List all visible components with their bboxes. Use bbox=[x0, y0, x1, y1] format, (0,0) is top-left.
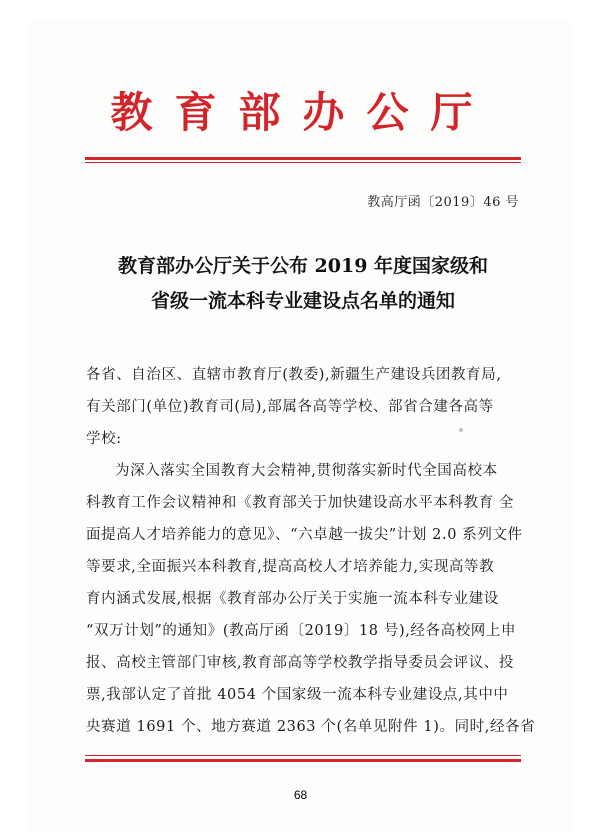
paragraph-line: 为深入落实全国教育大会精神,贯彻落实新时代全国高校本 bbox=[115, 463, 498, 479]
paragraph-line: “双万计划”的通知》(教高厅函〔2019〕18 号),经各高校网上申 bbox=[86, 623, 517, 639]
paragraph-line: 育内涵式发展,根据《教育部办公厅关于实施一流本科专业建设 bbox=[86, 591, 499, 607]
addressee-line: 学校: bbox=[86, 431, 122, 447]
page-number: 68 bbox=[293, 788, 308, 802]
addressee-block bbox=[86, 359, 524, 455]
paragraph-line: 面提高人才培养能力的意见》、“六卓越一拔尖”计划 2.0 系列文件 bbox=[86, 527, 523, 543]
footer-red-rule-thick bbox=[85, 759, 521, 762]
document-number: 教高厅函〔2019〕46 号 bbox=[367, 195, 519, 210]
paragraph-line: 科教育工作会议精神和《教育部关于加快建设高水平本科教育 全 bbox=[86, 495, 515, 511]
paragraph-line: 等要求,全面振兴本科教育,提高高校人才培养能力,实现高等教 bbox=[86, 559, 495, 575]
paragraph-line: 票,我部认定了首批 4054 个国家级一流本科专业建设点,其中中 bbox=[86, 687, 509, 703]
header-red-rule-thin bbox=[85, 162, 521, 163]
issuer-header-title: 教育部办公厅 bbox=[110, 88, 495, 137]
heading-line-1: 教育部办公厅关于公布 2019 年度国家级和 bbox=[117, 255, 489, 277]
body-paragraph bbox=[86, 455, 536, 743]
document-heading bbox=[85, 249, 521, 319]
heading-line-2: 省级一流本科专业建设点名单的通知 bbox=[150, 290, 455, 312]
header-red-rule-thick bbox=[85, 157, 521, 160]
scan-speck bbox=[459, 428, 463, 432]
paragraph-line: 央赛道 1691 个、地方赛道 2363 个(名单见附件 1)。同时,经各省 bbox=[86, 719, 536, 735]
addressee-line: 有关部门(单位)教育司(局),部属各高等学校、部省合建各高等 bbox=[86, 399, 494, 415]
footer-red-rule-thin bbox=[85, 755, 521, 756]
addressee-line: 各省、自治区、直辖市教育厅(教委),新疆生产建设兵团教育局, bbox=[86, 367, 502, 383]
paragraph-line: 报、高校主管部门审核,教育部高等学校教学指导委员会评议、投 bbox=[86, 655, 515, 671]
